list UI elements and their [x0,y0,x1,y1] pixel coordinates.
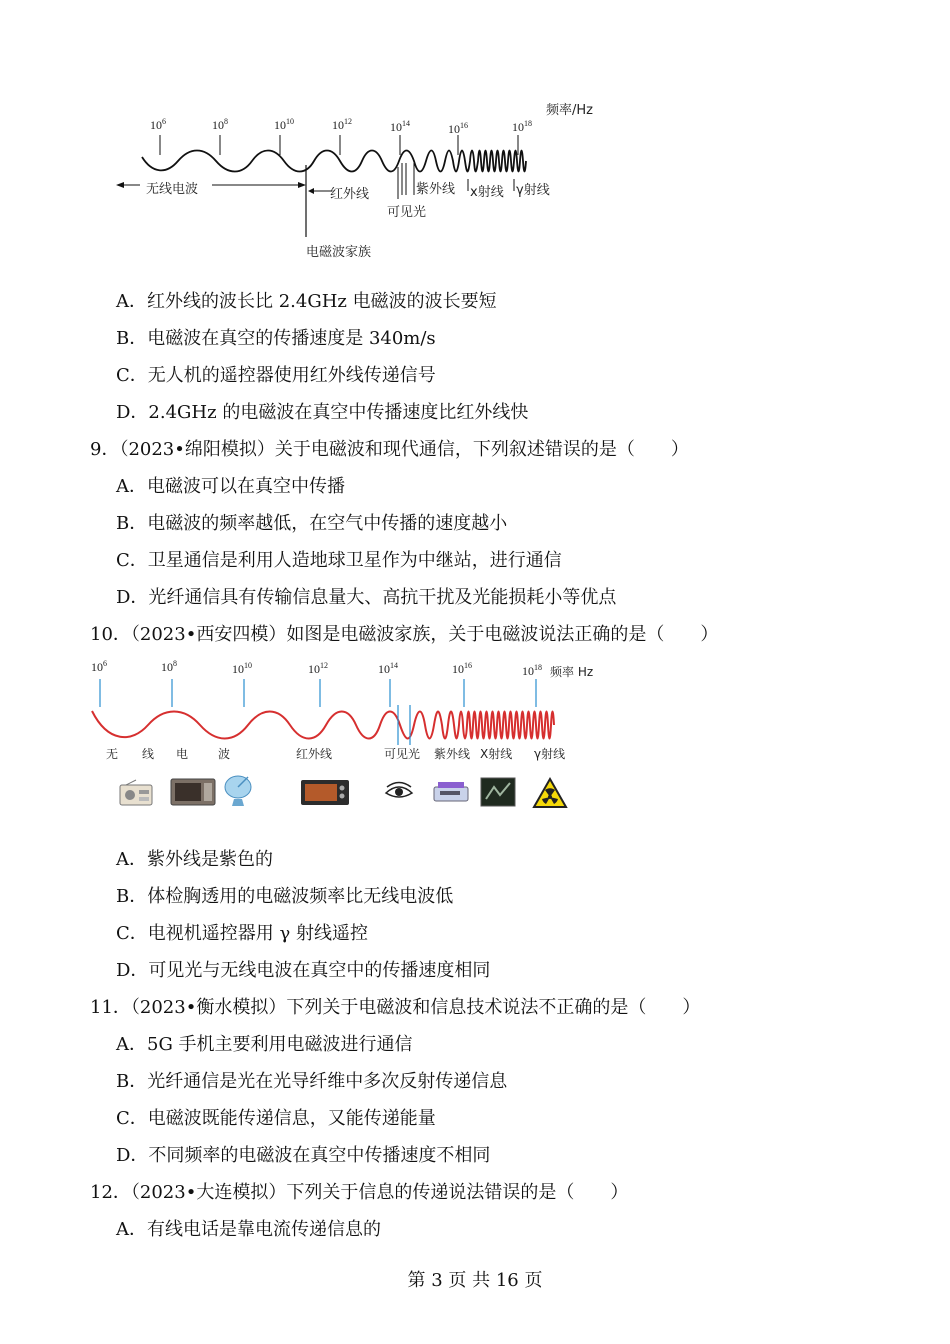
uv-label: 紫外线 [416,182,456,197]
radio-label-char: 波 [218,747,231,761]
tick-label: $10^{16}$ [452,661,472,676]
satellite-dish-icon [222,773,256,807]
radiation-warning-icon [532,777,568,809]
tick-label: $10^{18}$ [522,663,542,678]
q9-option-a: A．电磁波可以在真空中传播 [116,476,345,497]
q10-option-a: A．紫外线是紫色的 [116,849,273,870]
tick-label: $10^{12}$ [332,117,352,132]
em-wave-path [92,711,554,739]
tick-label: $10^{18}$ [512,119,532,134]
em-wave-path [142,151,526,172]
arrow-head [308,188,314,194]
page-footer: 第 3 页 共 16 页 [407,1270,543,1291]
tick-label: $10^6$ [91,659,107,674]
family-label: 电磁波家族 [306,245,372,260]
uv-sterilizer-icon [432,779,470,805]
tick-label: $10^6$ [150,117,166,132]
q11-option-c: C．电磁波既能传递信息，又能传递能量 [116,1108,436,1129]
q10-option-d: D．可见光与无线电波在真空中的传播速度相同 [116,960,491,981]
xray-film-icon [480,777,516,807]
uv-label: 紫外线 [434,747,471,761]
tick-label: $10^{16}$ [448,121,468,136]
q10-option-b: B．体检胸透用的电磁波频率比无线电波低 [116,886,454,907]
q11-option-d: D．不同频率的电磁波在真空中传播速度不相同 [116,1145,491,1166]
arrow-head [298,182,306,188]
em-spectrum-figure-2 [88,655,608,815]
tick-label: $10^{10}$ [232,661,252,676]
tick-label: $10^8$ [212,117,228,132]
gamma-label: γ射线 [534,747,566,761]
q11-option-b: B．光纤通信是光在光导纤维中多次反射传递信息 [116,1071,508,1092]
q8-option-c: C．无人机的遥控器使用红外线传递信号 [116,365,436,386]
q9-option-c: C．卫星通信是利用人造地球卫星作为中继站，进行通信 [116,550,562,571]
q11-stem: 11．（2023•衡水模拟）下列关于电磁波和信息技术说法不正确的是（ ） [90,997,701,1018]
tick-label: $10^{10}$ [274,117,294,132]
q8-option-b: B．电磁波在真空的传播速度是 340m/s [116,328,436,349]
visible-label: 可见光 [384,747,421,761]
tick-label: $10^8$ [161,659,177,674]
q12-option-a: A．有线电话是靠电流传递信息的 [116,1219,381,1240]
em-spectrum-figure-1 [100,95,620,265]
radio-label-char: 电 [176,747,189,761]
radio-icon [118,779,154,807]
radio-label-char: 无 [106,747,119,761]
microwave-oven-icon [170,777,216,807]
q9-option-d: D．光纤通信具有传输信息量大、高抗干扰及光能损耗小等优点 [116,587,617,608]
q8-option-d: D．2.4GHz 的电磁波在真空中传播速度比红外线快 [116,402,529,423]
axis-label: 频率/Hz [546,103,593,118]
xray-label: X射线 [480,747,513,761]
visible-label: 可见光 [387,205,427,220]
q10-option-c: C．电视机遥控器用 γ 射线遥控 [116,923,368,944]
tick-label: $10^{14}$ [390,119,410,134]
q12-stem: 12．（2023•大连模拟）下列关于信息的传递说法错误的是（ ） [90,1182,629,1203]
q9-stem: 9．（2023•绵阳模拟）关于电磁波和现代通信，下列叙述错误的是（ ） [90,439,689,460]
q10-stem: 10．（2023•西安四模）如图是电磁波家族，关于电磁波说法正确的是（ ） [90,624,719,645]
q9-option-b: B．电磁波的频率越低，在空气中传播的速度越小 [116,513,508,534]
xray-label: x射线 [470,185,504,200]
gamma-label: γ射线 [516,183,550,198]
q8-option-a: A．红外线的波长比 2.4GHz 电磁波的波长要短 [116,291,497,312]
tick-label: $10^{14}$ [378,661,398,676]
tick-label: $10^{12}$ [308,661,328,676]
toaster-oven-icon [300,777,350,807]
eye-icon [384,781,414,803]
infrared-label: 红外线 [296,747,333,761]
arrow-head [116,182,124,188]
q11-option-a: A．5G 手机主要利用电磁波进行通信 [116,1034,413,1055]
axis-label: 频率 Hz [550,665,594,679]
infrared-label: 红外线 [330,187,370,202]
radio-label: 无线电波 [146,182,199,197]
radio-label-char: 线 [142,747,155,761]
